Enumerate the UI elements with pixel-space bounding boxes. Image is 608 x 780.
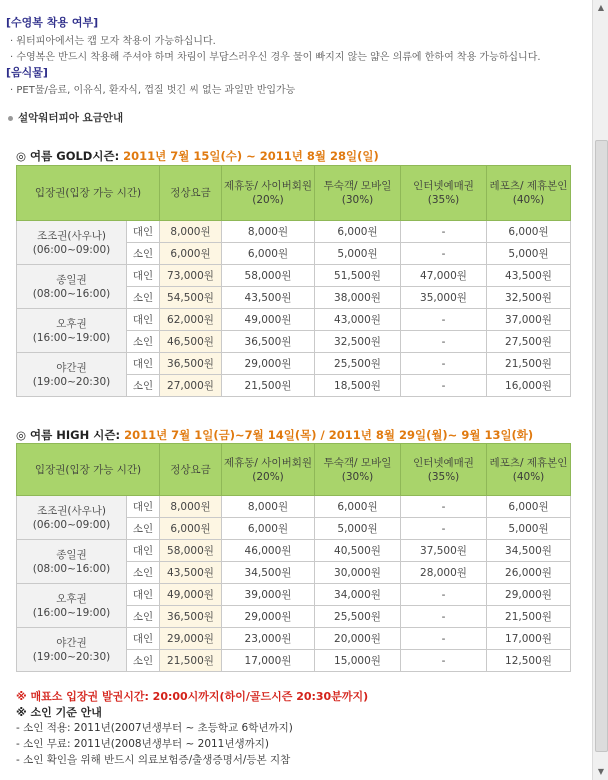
resort-price-cell: 26,000원: [487, 562, 571, 584]
age-cell: 소인: [127, 606, 160, 628]
age-cell: 대인: [127, 221, 160, 243]
pass-hours: (08:00~16:00): [32, 287, 111, 300]
header-tourist: 투숙객/ 모바일(30%): [315, 166, 401, 221]
standard-price-cell: 43,500원: [160, 562, 222, 584]
scroll-down-icon[interactable]: ▼: [597, 767, 605, 776]
partner-price-cell: 43,500원: [222, 287, 315, 309]
pass-hours: (19:00~20:30): [32, 650, 111, 663]
pass-name-cell: [17, 540, 127, 584]
internet-price-cell: -: [401, 628, 487, 650]
internet-price-cell: -: [401, 584, 487, 606]
partner-price-cell: 29,000원: [222, 353, 315, 375]
age-cell: 소인: [127, 375, 160, 397]
age-cell: 소인: [127, 243, 160, 265]
tourist-price-cell: 25,500원: [315, 606, 401, 628]
header-standard: 정상요금: [160, 444, 222, 496]
ticket-time-notice: ※ 매표소 입장권 발권시간: 20:00시까지(하이/골드시즌 20:30분까지): [16, 690, 369, 703]
swimwear-note-2: · 수영복은 반드시 착용해 주셔야 하며 차림이 부담스러우신 경우 물이 빠지지 않는 얇은 의류에 한하여 착용 가능하십니다.: [10, 52, 541, 63]
resort-price-cell: 21,500원: [487, 353, 571, 375]
internet-price-cell: -: [401, 331, 487, 353]
header-partner: 제휴동/ 사이버회원 (20%): [222, 444, 315, 496]
pass-name: 야간권: [56, 636, 87, 649]
food-note: · PET물/음료, 이유식, 환자식, 껍질 벗긴 씨 없는 과일만 반입가능: [10, 85, 296, 96]
tourist-price-cell: 20,000원: [315, 628, 401, 650]
pass-name: 조조권(사우나): [36, 229, 107, 242]
standard-price-cell: 8,000원: [160, 221, 222, 243]
partner-price-cell: 36,500원: [222, 331, 315, 353]
age-cell: 소인: [127, 562, 160, 584]
high-price-table: [16, 443, 571, 672]
age-cell: 소인: [127, 287, 160, 309]
table-row: [17, 309, 571, 331]
table-row: [17, 221, 571, 243]
tourist-price-cell: 6,000원: [315, 496, 401, 518]
partner-price-cell: 17,000원: [222, 650, 315, 672]
resort-price-cell: 27,500원: [487, 331, 571, 353]
pass-name-cell: [17, 221, 127, 265]
partner-price-cell: 23,000원: [222, 628, 315, 650]
standard-price-cell: 46,500원: [160, 331, 222, 353]
resort-price-cell: 12,500원: [487, 650, 571, 672]
high-season-label: ◎ 여름 HIGH 시즌:: [16, 428, 125, 442]
resort-price-cell: 37,000원: [487, 309, 571, 331]
resort-price-cell: 32,500원: [487, 287, 571, 309]
pass-hours: (16:00~19:00): [32, 331, 111, 344]
tourist-price-cell: 38,000원: [315, 287, 401, 309]
pass-name-cell: [17, 265, 127, 309]
table-row: [17, 353, 571, 375]
internet-price-cell: 37,500원: [401, 540, 487, 562]
standard-price-cell: 73,000원: [160, 265, 222, 287]
resort-price-cell: 5,000원: [487, 243, 571, 265]
tourist-price-cell: 18,500원: [315, 375, 401, 397]
partner-price-cell: 6,000원: [222, 243, 315, 265]
swimwear-note-1: · 워터피아에서는 캡 모자 착용이 가능하십니다.: [10, 36, 216, 47]
standard-price-cell: 6,000원: [160, 243, 222, 265]
internet-price-cell: -: [401, 353, 487, 375]
age-cell: 대인: [127, 628, 160, 650]
tourist-price-cell: 51,500원: [315, 265, 401, 287]
pass-name: 오후권: [56, 317, 87, 330]
internet-price-cell: -: [401, 650, 487, 672]
age-cell: 대인: [127, 496, 160, 518]
internet-price-cell: -: [401, 518, 487, 540]
resort-price-cell: 43,500원: [487, 265, 571, 287]
internet-price-cell: -: [401, 221, 487, 243]
tourist-price-cell: 34,000원: [315, 584, 401, 606]
pass-name-cell: [17, 309, 127, 353]
partner-price-cell: 6,000원: [222, 518, 315, 540]
pass-hours: (06:00~09:00): [32, 518, 111, 531]
gold-season-label: ◎ 여름 GOLD시즌:: [16, 149, 124, 163]
internet-price-cell: -: [401, 606, 487, 628]
header-internet: 인터넷예매권 (35%): [401, 166, 487, 221]
internet-price-cell: 47,000원: [401, 265, 487, 287]
partner-price-cell: 39,000원: [222, 584, 315, 606]
table-row: [17, 496, 571, 518]
tourist-price-cell: 43,000원: [315, 309, 401, 331]
standard-price-cell: 6,000원: [160, 518, 222, 540]
internet-price-cell: -: [401, 375, 487, 397]
header-partner: 제휴동/ 사이버회원 (20%): [222, 166, 315, 221]
resort-price-cell: 21,500원: [487, 606, 571, 628]
partner-price-cell: 49,000원: [222, 309, 315, 331]
child-criteria-line-1: - 소인 적용: 2011년(2007년생부터 ~ 초등학교 6학년까지): [16, 722, 293, 734]
table-header-row: [17, 444, 571, 496]
partner-price-cell: 34,500원: [222, 562, 315, 584]
vertical-scrollbar[interactable]: [592, 0, 608, 780]
pass-name-cell: [17, 584, 127, 628]
bullet-icon: [8, 116, 13, 121]
standard-price-cell: 21,500원: [160, 650, 222, 672]
header-pass: 입장권(입장 가능 시간): [17, 444, 160, 496]
table-row: [17, 540, 571, 562]
age-cell: 대인: [127, 309, 160, 331]
tourist-price-cell: 40,500원: [315, 540, 401, 562]
age-cell: 대인: [127, 540, 160, 562]
high-season-heading: [16, 427, 533, 443]
tourist-price-cell: 5,000원: [315, 518, 401, 540]
standard-price-cell: 49,000원: [160, 584, 222, 606]
resort-price-cell: 16,000원: [487, 375, 571, 397]
header-resort: 레포츠/ 제휴본인 (40%): [487, 444, 571, 496]
partner-price-cell: 29,000원: [222, 606, 315, 628]
internet-price-cell: 28,000원: [401, 562, 487, 584]
standard-price-cell: 54,500원: [160, 287, 222, 309]
partner-price-cell: 58,000원: [222, 265, 315, 287]
tourist-price-cell: 15,000원: [315, 650, 401, 672]
pass-name: 야간권: [56, 361, 87, 374]
gold-season-heading: [16, 148, 379, 164]
header-tourist: 투숙객/ 모바일(30%): [315, 444, 401, 496]
pass-name: 종일권: [56, 548, 87, 561]
age-cell: 소인: [127, 518, 160, 540]
pass-name: 조조권(사우나): [36, 504, 107, 517]
table-row: [17, 584, 571, 606]
internet-price-cell: -: [401, 309, 487, 331]
table-header-row: [17, 166, 571, 221]
standard-price-cell: 36,500원: [160, 606, 222, 628]
standard-price-cell: 36,500원: [160, 353, 222, 375]
child-criteria-line-2: - 소인 무료: 2011년(2008년생부터 ~ 2011년생까지): [16, 738, 270, 750]
pass-name-cell: [17, 628, 127, 672]
tourist-price-cell: 5,000원: [315, 243, 401, 265]
internet-price-cell: 35,000원: [401, 287, 487, 309]
age-cell: 소인: [127, 650, 160, 672]
header-internet: 인터넷예매권 (35%): [401, 444, 487, 496]
pass-hours: (16:00~19:00): [32, 606, 111, 619]
resort-price-cell: 17,000원: [487, 628, 571, 650]
partner-price-cell: 21,500원: [222, 375, 315, 397]
resort-price-cell: 34,500원: [487, 540, 571, 562]
partner-price-cell: 8,000원: [222, 221, 315, 243]
header-pass: 입장권(입장 가능 시간): [17, 166, 160, 221]
resort-price-cell: 29,000원: [487, 584, 571, 606]
standard-price-cell: 27,000원: [160, 375, 222, 397]
gold-season-dates: 2011년 7월 15일(수) ~ 2011년 8월 28일(일): [123, 149, 379, 163]
age-cell: 대인: [127, 584, 160, 606]
standard-price-cell: 62,000원: [160, 309, 222, 331]
food-title: [음식물]: [6, 66, 48, 79]
pass-hours: (19:00~20:30): [32, 375, 111, 388]
fee-guide-text: 설악워터피아 요금안내: [18, 112, 124, 124]
age-cell: 소인: [127, 331, 160, 353]
pass-name-cell: [17, 353, 127, 397]
header-resort: 레포츠/ 제휴본인 (40%): [487, 166, 571, 221]
header-standard: 정상요금: [160, 166, 222, 221]
pass-name: 오후권: [56, 592, 87, 605]
pass-hours: (08:00~16:00): [32, 562, 111, 575]
age-cell: 대인: [127, 353, 160, 375]
table-row: [17, 628, 571, 650]
gold-price-table: [16, 165, 571, 397]
tourist-price-cell: 30,000원: [315, 562, 401, 584]
scrollbar-thumb[interactable]: [595, 140, 608, 752]
tourist-price-cell: 32,500원: [315, 331, 401, 353]
resort-price-cell: 5,000원: [487, 518, 571, 540]
swimwear-title: [수영복 착용 여부]: [6, 16, 99, 29]
high-season-dates: 2011년 7월 1일(금)~7월 14일(목) / 2011년 8월 29일(월)~ 9월 13일(화): [124, 428, 534, 442]
child-criteria-title: ※ 소인 기준 안내: [16, 706, 102, 719]
resort-price-cell: 6,000원: [487, 496, 571, 518]
tourist-price-cell: 25,500원: [315, 353, 401, 375]
standard-price-cell: 29,000원: [160, 628, 222, 650]
pass-name: 종일권: [56, 273, 87, 286]
age-cell: 대인: [127, 265, 160, 287]
pass-hours: (06:00~09:00): [32, 243, 111, 256]
standard-price-cell: 58,000원: [160, 540, 222, 562]
partner-price-cell: 8,000원: [222, 496, 315, 518]
scroll-up-icon[interactable]: ▲: [597, 3, 605, 12]
pass-name-cell: [17, 496, 127, 540]
tourist-price-cell: 6,000원: [315, 221, 401, 243]
resort-price-cell: 6,000원: [487, 221, 571, 243]
table-row: [17, 265, 571, 287]
fee-guide-heading: [8, 110, 123, 125]
child-criteria-line-3: - 소인 확인을 위해 반드시 의료보험증/출생증명서/등본 지참: [16, 754, 291, 766]
partner-price-cell: 46,000원: [222, 540, 315, 562]
standard-price-cell: 8,000원: [160, 496, 222, 518]
internet-price-cell: -: [401, 243, 487, 265]
internet-price-cell: -: [401, 496, 487, 518]
